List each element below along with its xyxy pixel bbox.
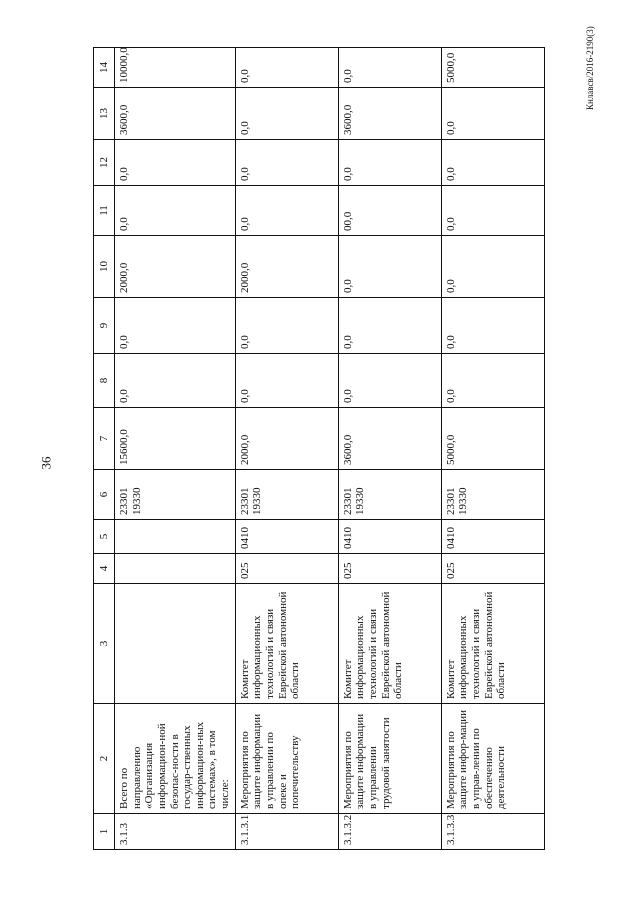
cell-grbs (115, 554, 236, 584)
cell-value: 3600,0 (338, 88, 441, 140)
cell-executor: Комитет информационных технологий и связи Еврейской автономной области (441, 584, 544, 704)
cell-name: Мероприятия по защите информации в управлении трудовой занятости (338, 704, 441, 814)
cell-value: 0,0 (115, 354, 236, 408)
col-header-8: 8 (94, 354, 115, 408)
cell-value: 0,0 (338, 140, 441, 186)
cell-executor: Комитет информационных технологий и связи Еврейской автономной области (235, 584, 338, 704)
cell-executor: Комитет информационных технологий и связи Еврейской автономной области (338, 584, 441, 704)
rotated-table-container (93, 48, 610, 850)
cell-value: 0,0 (338, 298, 441, 354)
col-header-6: 6 (94, 470, 115, 520)
cell-value: 0,0 (235, 140, 338, 186)
cell-code: 3.1.3.1 (235, 814, 338, 850)
cell-value: 15600,0 (115, 408, 236, 470)
cell-value: 0,0 (441, 236, 544, 298)
cell-csr: 23301 19330 (338, 470, 441, 520)
cell-value: 0,0 (235, 186, 338, 236)
cell-value: 2000,0 (235, 236, 338, 298)
cell-value: 0,0 (115, 140, 236, 186)
header-row (94, 48, 115, 850)
col-header-1: 1 (94, 814, 115, 850)
cell-value: 2000,0 (115, 236, 236, 298)
col-header-11: 11 (94, 186, 115, 236)
col-header-2: 2 (94, 704, 115, 814)
cell-rzpr: 0410 (441, 520, 544, 554)
page-number: 36 (38, 456, 54, 470)
cell-value: 0,0 (441, 140, 544, 186)
cell-csr: 23301 19330 (235, 470, 338, 520)
cell-grbs: 025 (338, 554, 441, 584)
col-header-3: 3 (94, 584, 115, 704)
cell-grbs: 025 (441, 554, 544, 584)
table-row (115, 48, 236, 850)
col-header-12: 12 (94, 140, 115, 186)
table-row (441, 48, 544, 850)
cell-csr: 23301 19330 (115, 470, 236, 520)
cell-code: 3.1.3 (115, 814, 236, 850)
cell-csr: 23301 19330 (441, 470, 544, 520)
cell-grbs: 025 (235, 554, 338, 584)
cell-value: 0,0 (441, 88, 544, 140)
cell-value: 10000,0 (115, 48, 236, 88)
table-row (235, 48, 338, 850)
footer-code: Кнлавсв/2016-2190(3) (585, 26, 595, 110)
cell-value: 0,0 (235, 354, 338, 408)
cell-value: 0,0 (115, 186, 236, 236)
cell-value: 0,0 (338, 48, 441, 88)
cell-value: 0,0 (235, 298, 338, 354)
cell-value: 0,0 (235, 88, 338, 140)
cell-value: 5000,0 (441, 408, 544, 470)
cell-value: 3600,0 (338, 408, 441, 470)
cell-name: Всего по направлению «Организация информацион-ной безопас-ности в государ-ственных информацион-ных системах», в том числе: (115, 704, 236, 814)
table-row (338, 48, 441, 850)
col-header-13: 13 (94, 88, 115, 140)
cell-code: 3.1.3.2 (338, 814, 441, 850)
cell-value: 3600,0 (115, 88, 236, 140)
cell-value: 2000,0 (235, 408, 338, 470)
cell-rzpr: 0410 (338, 520, 441, 554)
cell-name: Мероприятия по защите информации в управлении по опеке и попечительству (235, 704, 338, 814)
cell-value: 0,0 (441, 298, 544, 354)
cell-value: 0,0 (441, 354, 544, 408)
budget-table (93, 47, 545, 850)
col-header-5: 5 (94, 520, 115, 554)
cell-value: 0,0 (441, 186, 544, 236)
col-header-4: 4 (94, 554, 115, 584)
col-header-10: 10 (94, 236, 115, 298)
col-header-7: 7 (94, 408, 115, 470)
cell-rzpr (115, 520, 236, 554)
cell-rzpr: 0410 (235, 520, 338, 554)
cell-value: 0,0 (338, 354, 441, 408)
col-header-14: 14 (94, 48, 115, 88)
col-header-9: 9 (94, 298, 115, 354)
cell-value: 5000,0 (441, 48, 544, 88)
cell-value: 0,0 (235, 48, 338, 88)
cell-name: Мероприятия по защите инфор-мации в управ-лении по обеспечению деятельности (441, 704, 544, 814)
cell-code: 3.1.3.3 (441, 814, 544, 850)
cell-executor (115, 584, 236, 704)
cell-value: 0,0 (338, 236, 441, 298)
cell-value: 00,0 (338, 186, 441, 236)
cell-value: 0,0 (115, 298, 236, 354)
